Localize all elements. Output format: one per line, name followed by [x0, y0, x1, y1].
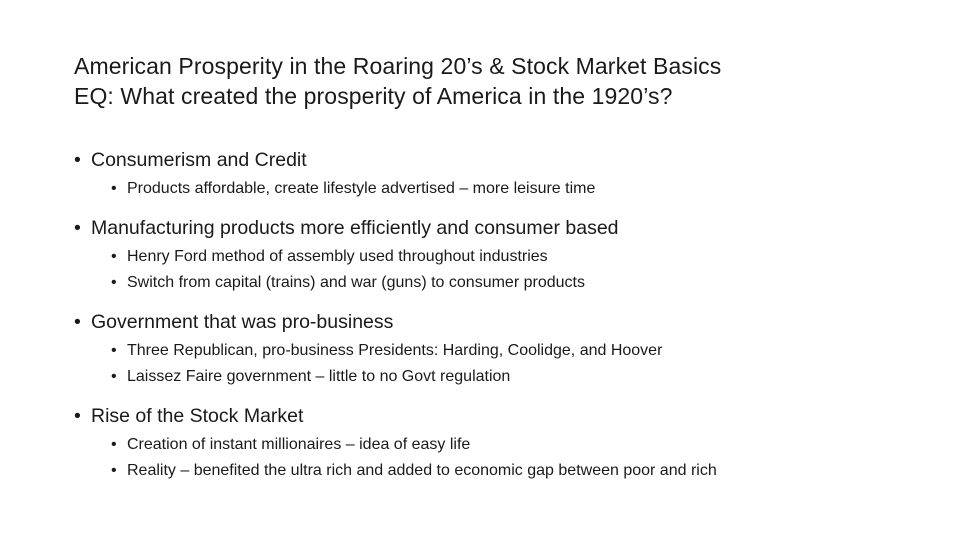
- sub-bullet: • Laissez Faire government – little to no Govt regulation: [74, 364, 934, 390]
- sub-bullet: • Products affordable, create lifestyle advertised – more leisure time: [74, 176, 934, 202]
- slide-title: [74, 51, 934, 111]
- sub-list-consumerism: [74, 176, 934, 202]
- sub-list-government: [74, 338, 934, 390]
- title-line-essential-question: EQ: What created the prosperity of America in the 1920’s?: [74, 83, 673, 109]
- sub-bullet: • Switch from capital (trains) and war (guns) to consumer products: [74, 270, 934, 296]
- bullet-list: [74, 146, 934, 496]
- bullet-consumerism: • Consumerism and Credit: [74, 146, 934, 174]
- sub-bullet: • Henry Ford method of assembly used throughout industries: [74, 244, 934, 270]
- title-line-main: American Prosperity in the Roaring 20’s & Stock Market Basics: [74, 53, 722, 79]
- sub-list-manufacturing: [74, 244, 934, 296]
- bullet-stock-market: • Rise of the Stock Market: [74, 402, 934, 430]
- sub-bullet: • Reality – benefited the ultra rich and added to economic gap between poor and rich: [74, 458, 934, 484]
- sub-bullet: • Three Republican, pro-business Presidents: Harding, Coolidge, and Hoover: [74, 338, 934, 364]
- bullet-manufacturing: • Manufacturing products more efficiently and consumer based: [74, 214, 934, 242]
- sub-bullet: • Creation of instant millionaires – idea of easy life: [74, 432, 934, 458]
- sub-list-stock-market: [74, 432, 934, 484]
- bullet-government: • Government that was pro-business: [74, 308, 934, 336]
